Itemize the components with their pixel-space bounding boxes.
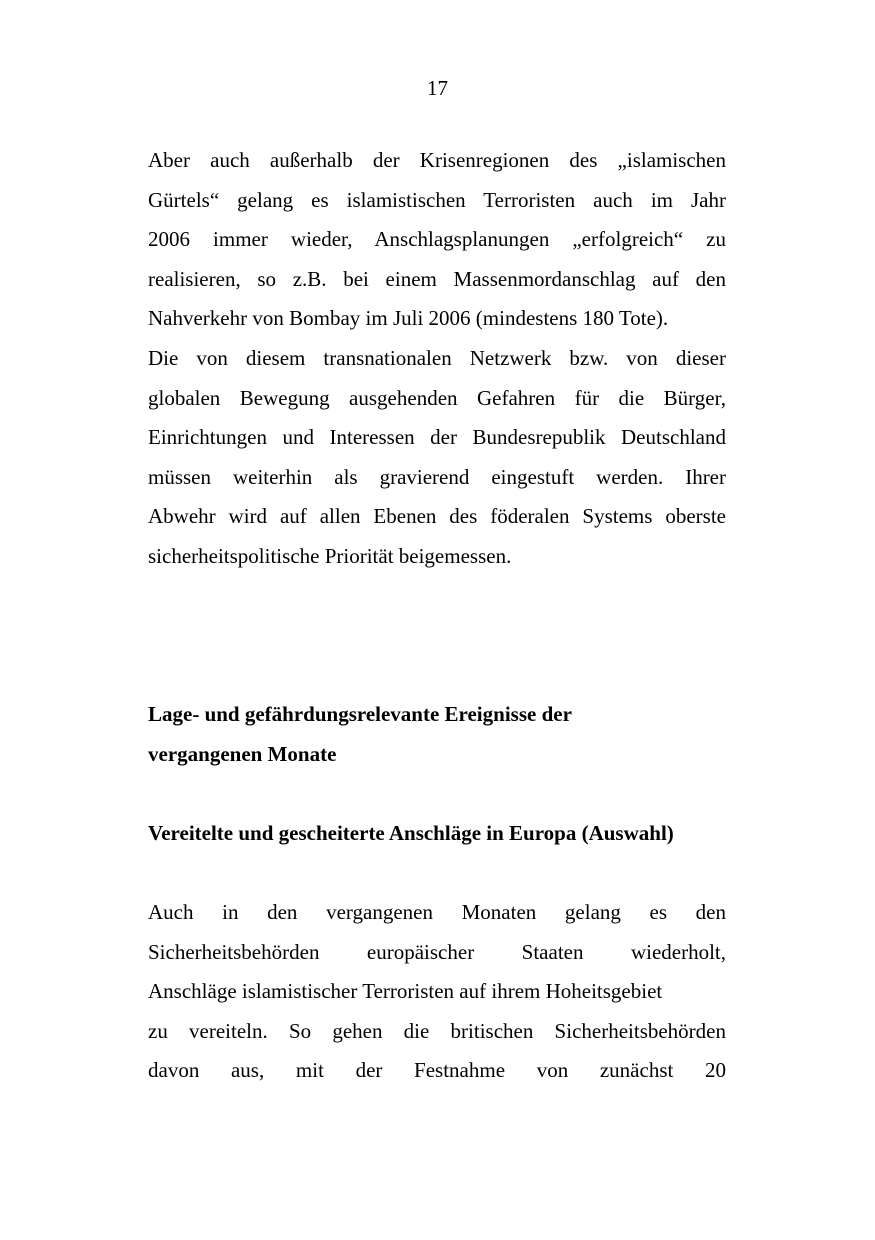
paragraph-line: Anschläge islamistischer Terroristen auf ihrem Hoheitsgebiet xyxy=(148,979,663,1004)
heading-line: Vereitelte und gescheiterte Anschläge in Europa (Auswahl) xyxy=(148,821,674,845)
body-paragraph-europe xyxy=(148,893,726,1091)
paragraph-line: Die von diesem transnationalen Netzwerk bzw. von dieser xyxy=(148,345,726,370)
paragraph-line: sicherheitspolitische Priorität beigemessen. xyxy=(148,543,512,568)
paragraph-line: müssen weiterhin als gravierend eingestuft werden. Ihrer xyxy=(148,464,726,489)
paragraph-line: zu vereiteln. So gehen die britischen Sicherheitsbehörden xyxy=(148,1018,726,1043)
paragraph-line: Auch in den vergangenen Monaten gelang es den xyxy=(148,900,726,924)
paragraph-line: Abwehr wird auf allen Ebenen des föderalen Systems oberste xyxy=(148,504,726,529)
paragraph-line: Sicherheitsbehörden europäischer Staaten wiederholt, xyxy=(148,939,726,964)
paragraph-line: Gürtels“ gelang es islamistischen Terroristen auch im Jahr xyxy=(148,187,726,212)
paragraph-line: davon aus, mit der Festnahme von zunächst 20 xyxy=(148,1058,726,1083)
page-number: 17 xyxy=(427,76,448,100)
body-paragraph-intro xyxy=(148,141,726,577)
paragraph-line: Nahverkehr von Bombay im Juli 2006 (mindestens 180 Tote). xyxy=(148,306,669,331)
paragraph-line: globalen Bewegung ausgehenden Gefahren für die Bürger, xyxy=(148,385,726,410)
subsection-heading xyxy=(148,814,726,854)
heading-line: vergangenen Monate xyxy=(148,741,337,766)
paragraph-line: Einrichtungen und Interessen der Bundesrepublik Deutschland xyxy=(148,425,726,450)
paragraph-line: Aber auch außerhalb der Krisenregionen des „islamischen xyxy=(148,148,726,172)
paragraph-line: 2006 immer wieder, Anschlagsplanungen „erfolgreich“ zu xyxy=(148,227,726,252)
paragraph-line: realisieren, so z.B. bei einem Massenmordanschlag auf den xyxy=(148,266,726,291)
section-heading xyxy=(148,695,726,774)
heading-line: Lage- und gefährdungsrelevante Ereignisse der xyxy=(148,702,572,726)
